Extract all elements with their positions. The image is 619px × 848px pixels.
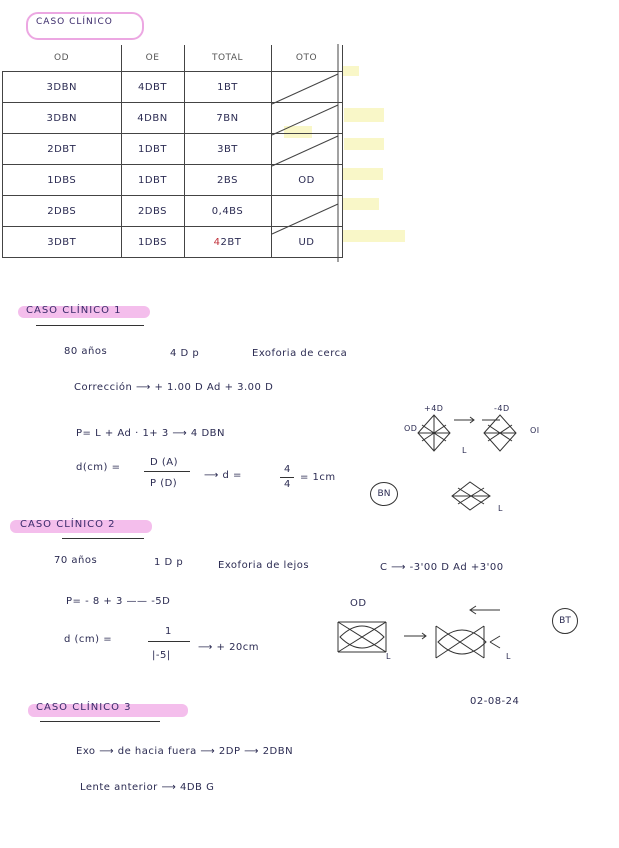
caso2-d-num: 1 — [165, 626, 172, 637]
table-slashes — [0, 0, 619, 300]
diagram1-minus: -4D — [494, 404, 510, 413]
caso1-exoforia: Exoforia de cerca — [252, 348, 348, 359]
header-oto: OTO — [271, 45, 342, 72]
cell: 2DBS — [121, 196, 184, 227]
caso1-fraction-bar — [144, 471, 190, 472]
caso1-d-rhs-den: 4 — [284, 479, 291, 490]
cell: 7BN — [184, 103, 271, 134]
caso1-dp: 4 D p — [170, 348, 200, 359]
caso2-dp: 1 D p — [154, 557, 184, 568]
diagram2-od: OD — [350, 598, 367, 609]
caso1-d-num: D (A) — [150, 457, 179, 468]
caso1-correccion: Corrección ⟶ + 1.00 D Ad + 3.00 D — [74, 382, 274, 393]
caso3-underline — [40, 721, 160, 722]
caso1-d-rhs-post: = 1cm — [300, 472, 336, 483]
cell: 1DBS — [3, 165, 122, 196]
header-oe: OE — [121, 45, 184, 72]
cell: 2BS — [184, 165, 271, 196]
cell: UD — [271, 227, 342, 258]
diagram2-l2: L — [506, 652, 511, 661]
cell: 1DBT — [121, 165, 184, 196]
cell: 1DBS — [121, 227, 184, 258]
header-od: OD — [3, 45, 122, 72]
caso2-d-rhs: ⟶ + 20cm — [198, 642, 260, 653]
caso2-formula-p: P= - 8 + 3 —— -5D — [66, 596, 171, 607]
caso2-underline — [62, 538, 144, 539]
cell-value: 2BT — [220, 236, 242, 248]
header-total: TOTAL — [184, 45, 271, 72]
caso1-d-rhs-pre: ⟶ d = — [204, 470, 242, 481]
diagram1-od: OD — [404, 424, 418, 433]
diagram1-plus: +4D — [424, 404, 444, 413]
cell: 2DBS — [3, 196, 122, 227]
cell: 4DBT — [121, 72, 184, 103]
cell: 3DBN — [3, 72, 122, 103]
cell: 3DBN — [3, 103, 122, 134]
caso1-age: 80 años — [64, 346, 108, 357]
cell: 2DBT — [3, 134, 122, 165]
badge-bn: BN — [370, 482, 398, 506]
caso3-line2: Lente anterior ⟶ 4DB G — [80, 782, 215, 793]
diagram1-l2: L — [498, 504, 503, 513]
diagram1-oi: OI — [530, 426, 540, 435]
caso2-fraction-bar — [148, 641, 190, 642]
cell: 0,4BS — [184, 196, 271, 227]
caso1-d-den: P (D) — [150, 478, 178, 489]
caso1-underline — [36, 325, 144, 326]
cell: 1BT — [184, 72, 271, 103]
caso1-title: CASO CLÍNICO 1 — [26, 305, 122, 316]
caso3-line1: Exo ⟶ de hacia fuera ⟶ 2DP ⟶ 2DBN — [76, 746, 294, 757]
diagram2-l1: L — [386, 652, 391, 661]
caso2-exoforia: Exoforia de lejos — [218, 560, 310, 571]
caso1-rhs-bar — [280, 477, 294, 478]
diagram1-l1: L — [462, 446, 467, 455]
caso1-d-lhs: d(cm) = — [76, 462, 121, 473]
caso1-d-rhs-num: 4 — [284, 464, 291, 475]
cell: 4DBN — [121, 103, 184, 134]
caso2-correccion: C ⟶ -3'00 D Ad +3'00 — [380, 562, 504, 573]
red-prefix: 4 — [213, 236, 221, 248]
caso1-formula-p: P= L + Ad · 1+ 3 ⟶ 4 DBN — [76, 428, 226, 439]
caso2-d-den: |-5| — [152, 650, 171, 661]
cell: 3BT — [184, 134, 271, 165]
caso-clinico-header: CASO CLÍNICO — [36, 17, 113, 27]
cell: 3DBT — [3, 227, 122, 258]
badge-bt: BT — [552, 608, 578, 634]
cell: 1DBT — [121, 134, 184, 165]
caso2-age: 70 años — [54, 555, 98, 566]
caso3-title: CASO CLÍNICO 3 — [36, 702, 132, 713]
caso3-date: 02-08-24 — [470, 696, 520, 707]
cell: OD — [271, 165, 342, 196]
caso2-d-lhs: d (cm) = — [64, 634, 113, 645]
caso2-title: CASO CLÍNICO 2 — [20, 519, 116, 530]
